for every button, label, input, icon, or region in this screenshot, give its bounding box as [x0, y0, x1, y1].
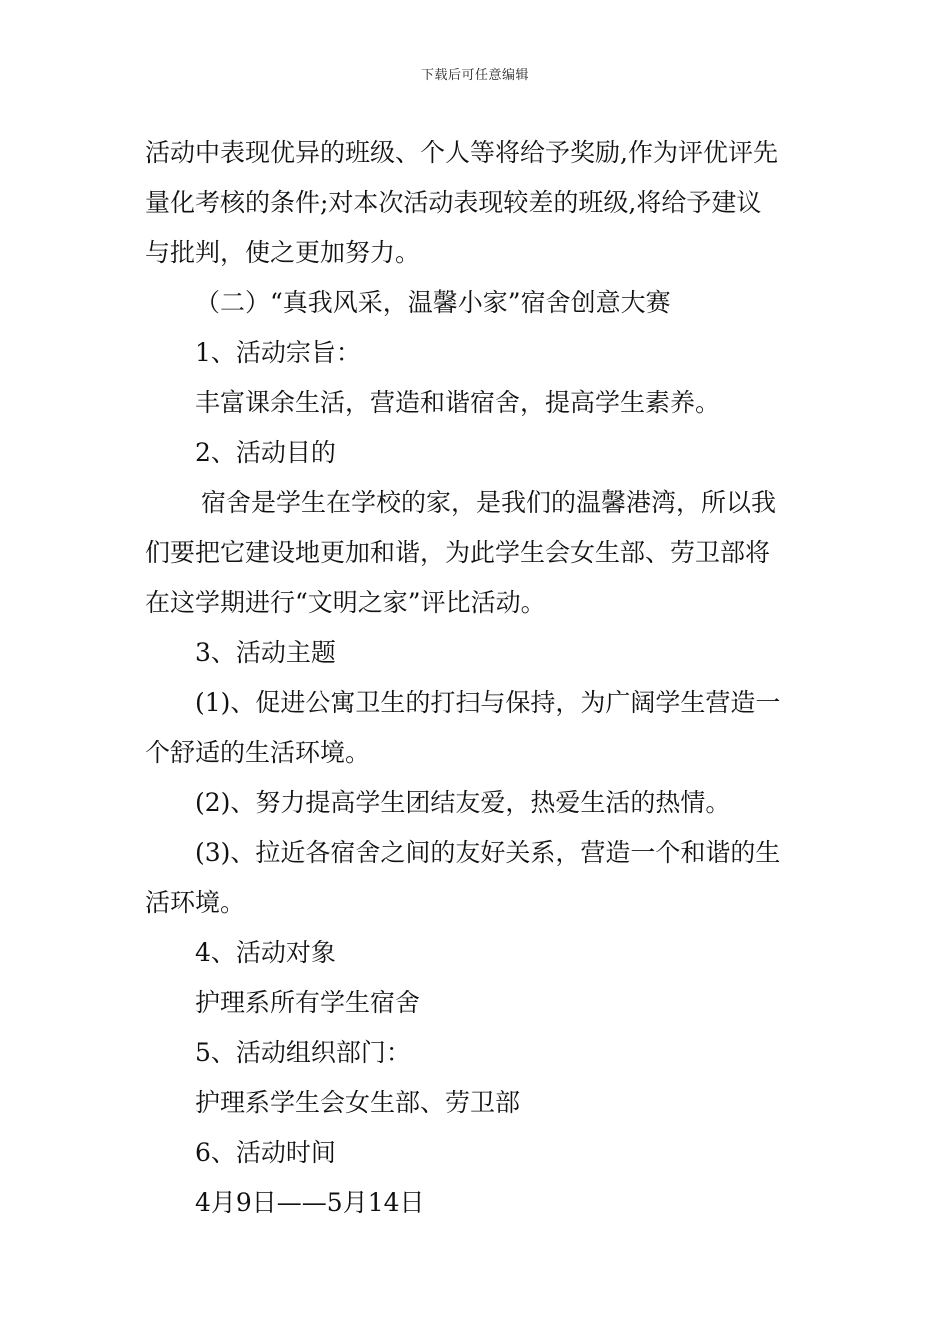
body-line: 量化考核的条件;对本次活动表现较差的班级,将给予建议: [145, 188, 762, 217]
body-line: 丰富课余生活，营造和谐宿舍，提高学生素养。: [195, 388, 721, 417]
list-item: (1)、促进公寓卫生的打扫与保持，为广阔学生营造一: [195, 688, 781, 717]
document-body: [145, 128, 815, 1228]
list-item: (3)、拉近各宿舍之间的友好关系，营造一个和谐的生: [195, 838, 781, 867]
body-line: 个舒适的生活环境。: [145, 738, 371, 767]
subheading: 4、活动对象: [195, 938, 336, 967]
body-line: 宿舍是学生在学校的家，是我们的温馨港湾，所以我: [201, 488, 777, 517]
body-line: 护理系所有学生宿舍: [195, 988, 421, 1017]
subheading: 6、活动时间: [195, 1138, 336, 1167]
subheading: 5、活动组织部门：: [195, 1038, 411, 1067]
body-line: 活环境。: [145, 888, 246, 917]
body-line: 在这学期进行“文明之家”评比活动。: [145, 588, 546, 617]
body-line: 们要把它建设地更加和谐，为此学生会女生部、劳卫部将: [145, 538, 771, 567]
section-heading: （二）“真我风采，温馨小家”宿舍创意大赛: [195, 288, 671, 317]
body-line: 与批判，使之更加努力。: [145, 238, 421, 267]
body-line: 4月9日——5月14日: [195, 1188, 425, 1217]
body-line: 活动中表现优异的班级、个人等将给予奖励,作为评优评先: [145, 138, 778, 167]
subheading: 3、活动主题: [195, 638, 336, 667]
list-item: (2)、努力提高学生团结友爱，热爱生活的热情。: [195, 788, 731, 817]
subheading: 2、活动目的: [195, 438, 336, 467]
subheading: 1、活动宗旨：: [195, 338, 361, 367]
body-line: 护理系学生会女生部、劳卫部: [195, 1088, 521, 1117]
page-header: 下载后可任意编辑: [420, 68, 529, 83]
